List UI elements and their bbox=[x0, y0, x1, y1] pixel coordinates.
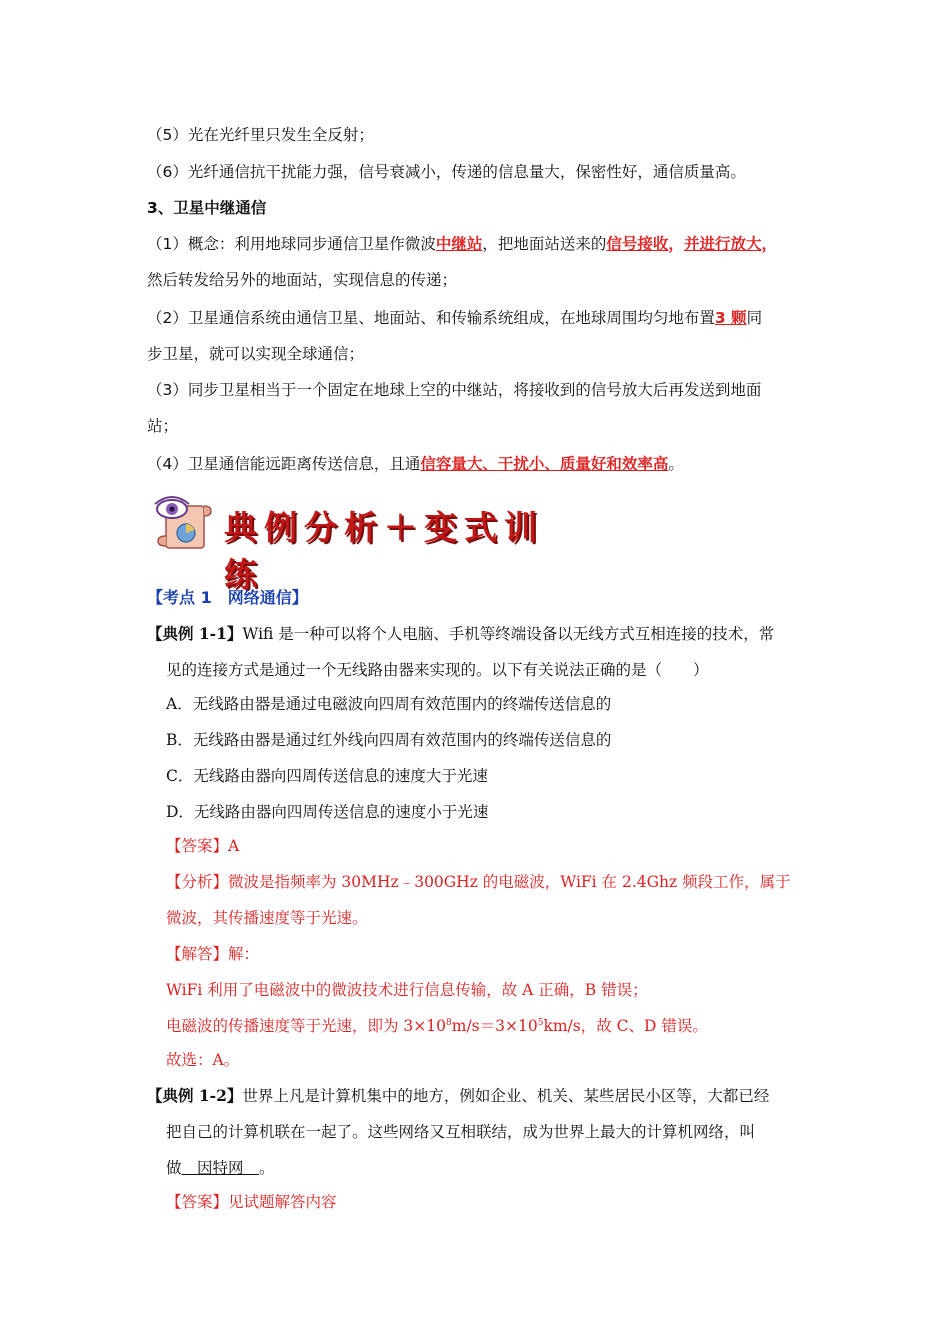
exponent-5: 5 bbox=[537, 1018, 544, 1028]
item-5: （5）光在光纤里只发生全反射； bbox=[147, 126, 374, 144]
answer-blank: 因特网 bbox=[181, 1159, 260, 1177]
distance-line bbox=[147, 454, 684, 474]
example-1-2-stem-text: 世界上凡是计算机集中的地方，例如企业、机关、某些居民小区等，大都已经 bbox=[242, 1087, 770, 1105]
example-1-2-tag: 【典例 1-2】 bbox=[147, 1086, 243, 1105]
system-line-1 bbox=[147, 308, 762, 328]
option-d: D．无线路由器向四周传送信息的速度小于光速 bbox=[166, 803, 489, 821]
highlight-capacity: 信容量大、干扰小、质量好和效率高 bbox=[420, 455, 669, 473]
solution-text-b: m/s＝3×10 bbox=[451, 1017, 538, 1035]
example-1-1-solution-line-1: WiFi 利用了电磁波中的微波技术进行信息传输，故 A 正确，B 错误； bbox=[166, 981, 648, 999]
concept-comma: ， bbox=[668, 235, 684, 253]
sync-line-1: （3）同步卫星相当于一个固定在地球上空的中继站，将接收到的信号放大后再发送到地面 bbox=[147, 381, 762, 399]
exponent-8: 8 bbox=[446, 1018, 452, 1028]
concept-line-1 bbox=[147, 234, 777, 254]
example-1-1-choice: 故选：A。 bbox=[166, 1051, 240, 1069]
stem-text-do: 做 bbox=[166, 1159, 182, 1177]
concept-comma-2: ， bbox=[761, 235, 777, 253]
scroll-eye-icon bbox=[152, 492, 214, 556]
highlight-signal-receive: 信号接收 bbox=[606, 235, 669, 253]
item-6: （6）光纤通信抗干扰能力强，信号衰减小，传递的信息量大，保密性好，通信质量高。 bbox=[147, 163, 746, 181]
section-heading-satellite: 3、卫星中继通信 bbox=[147, 199, 267, 217]
option-a: A．无线路由器是通过电磁波向四周有效范围内的终端传送信息的 bbox=[166, 695, 612, 713]
example-1-2-answer: 【答案】见试题解答内容 bbox=[166, 1193, 337, 1211]
system-text-a: （2）卫星通信系统由通信卫星、地面站、和传输系统组成，在地球周围均匀地布置 bbox=[147, 309, 715, 327]
example-1-1-answer: 【答案】A bbox=[166, 837, 240, 855]
example-1-1-stem-line-1 bbox=[147, 624, 774, 644]
concept-text-b: ，把地面站送来的 bbox=[482, 235, 607, 253]
example-1-2-stem-line-2: 把自己的计算机联在一起了。这些网络又互相联结，成为世界上最大的计算机网络，叫 bbox=[166, 1123, 756, 1141]
option-b: B．无线路由器是通过红外线向四周有效范围内的终端传送信息的 bbox=[166, 731, 612, 749]
stem-text-end: 。 bbox=[259, 1159, 275, 1177]
solution-text-a: 电磁波的传播速度等于光速，即为 3×10 bbox=[166, 1017, 447, 1035]
example-1-1-stem-text: Wifi 是一种可以将个人电脑、手机等终端设备以无线方式互相连接的技术，常 bbox=[242, 625, 775, 643]
distance-text-a: （4）卫星通信能远距离传送信息，且通 bbox=[147, 455, 421, 473]
example-1-2-stem-line-3 bbox=[166, 1158, 275, 1178]
kaodian-heading: 【考点 1 网络通信】 bbox=[147, 588, 308, 607]
concept-line-2: 然后转发给另外的地面站，实现信息的传递； bbox=[147, 271, 458, 289]
example-1-1-tag: 【典例 1-1】 bbox=[147, 624, 243, 643]
highlight-three-satellites: 3 颗 bbox=[714, 309, 747, 327]
sync-line-2: 站； bbox=[147, 417, 179, 435]
example-1-1-analysis-line-1: 【分析】微波是指频率为 30MHz﹣300GHz 的电磁波，WiFi 在 2.4Ghz 频段工作，属于 bbox=[166, 873, 791, 891]
system-text-b: 同 bbox=[746, 309, 763, 327]
example-1-2-stem-line-1 bbox=[147, 1086, 769, 1106]
system-line-2: 步卫星，就可以实现全球通信； bbox=[147, 345, 365, 363]
solution-text-c: km/s，故 C、D 错误。 bbox=[543, 1017, 708, 1035]
example-1-1-solution-line-2 bbox=[166, 1016, 708, 1036]
highlight-amplify: 并进行放大 bbox=[683, 235, 762, 253]
concept-text-a: （1）概念：利用地球同步通信卫星作微波 bbox=[147, 235, 436, 253]
example-1-1-analysis-line-2: 微波，其传播速度等于光速。 bbox=[166, 909, 368, 927]
section-banner bbox=[152, 492, 552, 594]
example-1-1-stem-line-2: 见的连接方式是通过一个无线路由器来实现的。以下有关说法正确的是（ ） bbox=[166, 661, 709, 679]
example-1-1-solution-label: 【解答】解： bbox=[166, 945, 260, 963]
banner-title: 典例分析＋变式训练 bbox=[224, 508, 544, 594]
option-c: C．无线路由器向四周传送信息的速度大于光速 bbox=[166, 767, 488, 785]
distance-text-b: 。 bbox=[668, 455, 684, 473]
highlight-relay-station: 中继站 bbox=[435, 235, 483, 253]
